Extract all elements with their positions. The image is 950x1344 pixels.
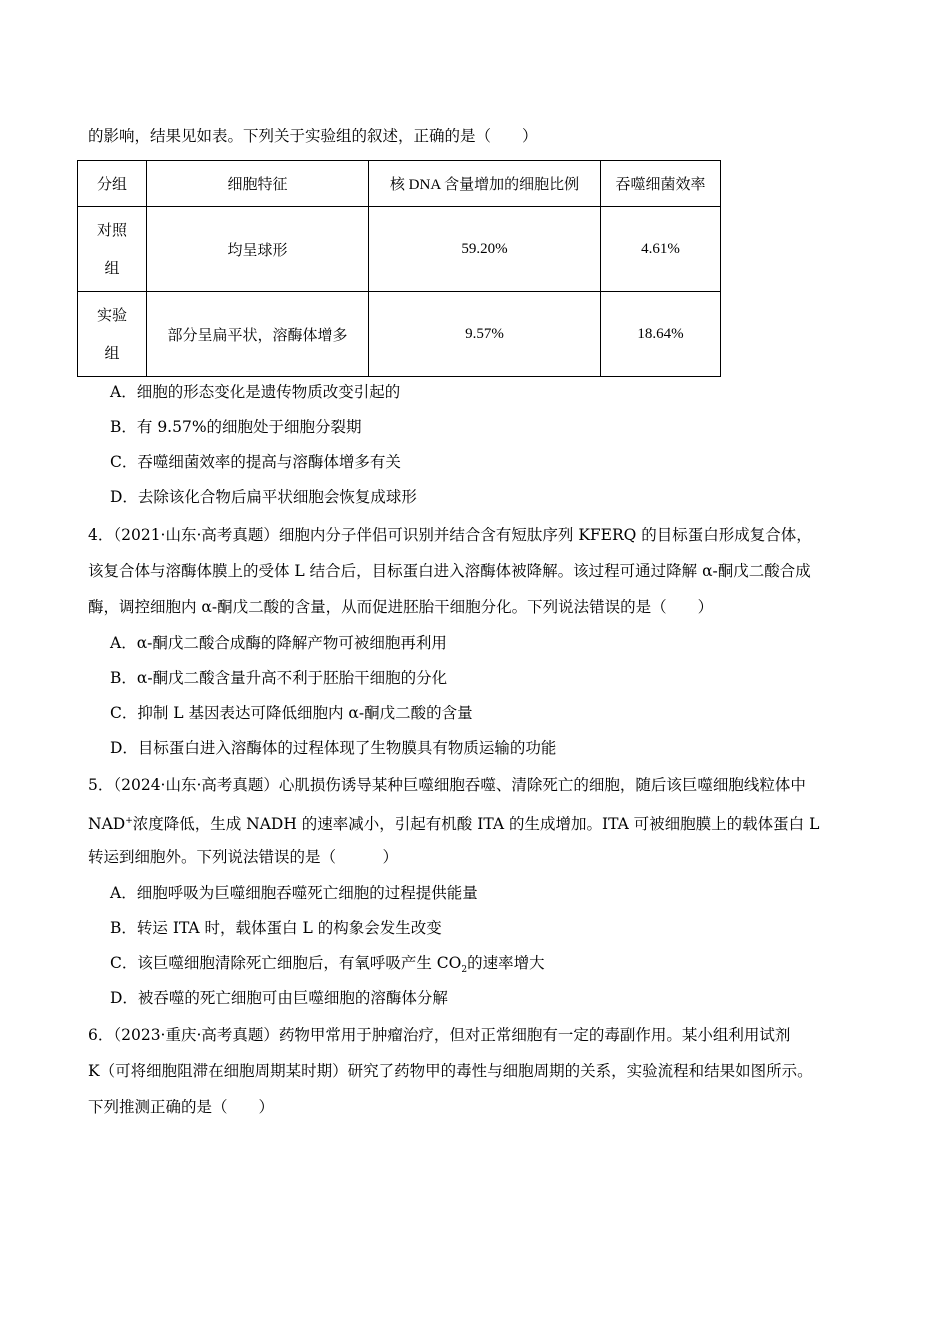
group-label-line1: 实验	[96, 306, 127, 324]
nad-superscript: +	[125, 816, 133, 826]
cell-efficiency: 4.61%	[601, 207, 721, 292]
q5-stem-line: 5．（2024·山东·高考真题）心肌损伤诱导某种巨噬细胞吞噬、清除死亡的细胞，随后该巨噬细胞线粒体中	[88, 776, 806, 794]
q3-option-a: A．细胞的形态变化是遗传物质改变引起的	[110, 383, 401, 401]
q4-option-c: C．抑制 L 基因表达可降低细胞内 α-酮戊二酸的含量	[110, 704, 473, 722]
header-group: 分组	[78, 161, 147, 207]
q4-stem-line: 酶，调控细胞内 α-酮戊二酸的含量，从而促进胚胎干细胞分化。下列说法错误的是（ ）	[88, 598, 714, 616]
cell-feature: 部分呈扁平状，溶酶体增多	[147, 292, 369, 377]
q5-option-b: B．转运 ITA 时，载体蛋白 L 的构象会发生改变	[110, 919, 442, 937]
cell-efficiency: 18.64%	[601, 292, 721, 377]
q5-option-c	[110, 952, 545, 981]
q6-stem-line: 6．（2023·重庆·高考真题）药物甲常用于肿瘤治疗，但对正常细胞有一定的毒副作用。某小组利用试剂	[88, 1026, 791, 1044]
group-label-line2: 组	[104, 344, 120, 362]
group-label-line1: 对照	[96, 221, 127, 239]
question-3-stem-tail: 的影响，结果见如表。下列关于实验组的叙述，正确的是（ ）	[88, 127, 538, 145]
table-row	[78, 292, 721, 377]
cell-dna-ratio: 59.20%	[369, 207, 601, 292]
q4-option-d: D．目标蛋白进入溶酶体的过程体现了生物膜具有物质运输的功能	[110, 739, 557, 757]
nad-text: NAD	[88, 815, 126, 834]
data-table	[77, 160, 721, 377]
q5-stem-line: 转运到细胞外。下列说法错误的是（ ）	[88, 848, 399, 866]
q5-stem-line	[88, 810, 819, 835]
q5-option-c-text-rest: 的速率增大	[467, 954, 545, 972]
header-feature: 细胞特征	[147, 161, 369, 207]
header-dna-ratio: 核 DNA 含量增加的细胞比例	[369, 161, 601, 207]
q3-option-d: D．去除该化合物后扁平状细胞会恢复成球形	[110, 488, 417, 506]
q5-option-c-text: C．该巨噬细胞清除死亡细胞后，有氧呼吸产生 CO	[110, 954, 462, 972]
header-efficiency: 吞噬细菌效率	[601, 161, 721, 207]
q4-stem-line: 该复合体与溶酶体膜上的受体 L 结合后，目标蛋白进入溶酶体被降解。该过程可通过降解 α-酮戊二酸合成	[88, 562, 811, 580]
q6-stem-line: 下列推测正确的是（ ）	[88, 1098, 275, 1116]
group-label-line2: 组	[104, 259, 120, 277]
co2-subscript: 2	[461, 965, 468, 976]
q4-stem-line: 4．（2021·山东·高考真题）细胞内分子伴侣可识别并结合含有短肽序列 KFERQ 的目标蛋白形成复合体，	[88, 526, 812, 544]
cell-feature: 均呈球形	[147, 207, 369, 292]
q5-option-a: A．细胞呼吸为巨噬细胞吞噬死亡细胞的过程提供能量	[110, 884, 478, 902]
cell-group	[78, 207, 147, 292]
table-header-row	[78, 161, 721, 207]
cell-group	[78, 292, 147, 377]
q6-stem-line: K（可将细胞阻滞在细胞周期某时期）研究了药物甲的毒性与细胞周期的关系，实验流程和结果如图所示。	[88, 1062, 813, 1080]
q3-option-b: B．有 9.57%的细胞处于细胞分裂期	[110, 418, 362, 436]
q5-stem-line-rest: 浓度降低，生成 NADH 的速率减小，引起有机酸 ITA 的生成增加。ITA 可被细胞膜上的载体蛋白 L	[132, 815, 820, 834]
q3-option-c: C．吞噬细菌效率的提高与溶酶体增多有关	[110, 453, 401, 471]
cell-dna-ratio: 9.57%	[369, 292, 601, 377]
q4-option-b: B．α-酮戊二酸含量升高不利于胚胎干细胞的分化	[110, 669, 448, 687]
table-row	[78, 207, 721, 292]
q5-option-d: D．被吞噬的死亡细胞可由巨噬细胞的溶酶体分解	[110, 989, 448, 1007]
q4-option-a: A．α-酮戊二酸合成酶的降解产物可被细胞再利用	[110, 634, 447, 652]
